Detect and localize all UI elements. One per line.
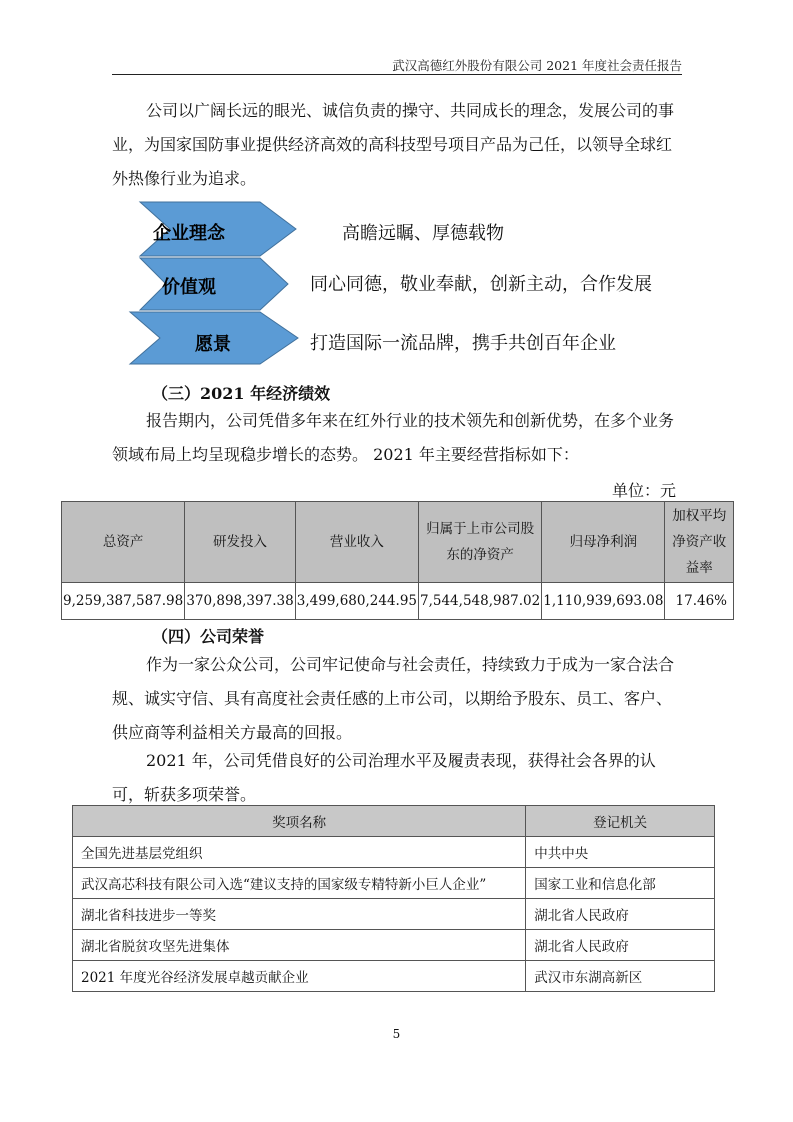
award-authority: 湖北省人民政府 (526, 899, 715, 930)
table-row (73, 868, 715, 899)
financial-header-row (62, 502, 734, 583)
value-net-assets: 7,544,548,987.02 (419, 583, 542, 620)
section4-paragraph-2: 2021 年，公司凭借良好的公司治理水平及履责表现，获得社会各界的认可，斩获多项荣誉。 (112, 751, 656, 804)
award-authority: 湖北省人民政府 (526, 930, 715, 961)
award-authority: 中共中央 (526, 837, 715, 868)
award-name: 湖北省科技进步一等奖 (73, 899, 526, 930)
header-net-profit: 归母净利润 (542, 502, 665, 583)
value-rnd: 370,898,397.38 (185, 583, 296, 620)
award-name: 2021 年度光谷经济发展卓越贡献企业 (73, 961, 526, 992)
table-row (73, 930, 715, 961)
header-rnd: 研发投入 (185, 502, 296, 583)
award-name: 武汉高芯科技有限公司入选“建议支持的国家级专精特新小巨人企业” (73, 868, 526, 899)
section3-paragraph: 报告期内，公司凭借多年来在红外行业的技术领先和创新优势，在多个业务领域布局上均呈现稳步增长的态势。 2021 年主要经营指标如下： (112, 411, 675, 464)
page-number: 5 (392, 1027, 401, 1041)
value-label-values: 价值观 (162, 277, 216, 298)
report-header: 武汉高德红外股份有限公司 2021 年度社会责任报告 (392, 58, 682, 73)
value-label-vision: 愿景 (195, 334, 231, 355)
value-label-philosophy: 企业理念 (153, 223, 225, 244)
value-text-values: 同心同德，敬业奉献，创新主动，合作发展 (310, 274, 652, 295)
value-text-vision: 打造国际一流品牌，携手共创百年企业 (310, 333, 616, 354)
value-revenue: 3,499,680,244.95 (295, 583, 418, 620)
table-row (73, 899, 715, 930)
intro-paragraph: 公司以广阔长远的眼光、诚信负责的操守、共同成长的理念，发展公司的事业，为国家国防事业提供经济高效的高科技型号项目产品为己任，以领导全球红外热像行业为追求。 (112, 101, 675, 188)
financial-data-row (62, 583, 734, 620)
unit-label: 单位：元 (612, 481, 677, 500)
table-row (73, 837, 715, 868)
header-revenue: 营业收入 (295, 502, 418, 583)
award-name: 全国先进基层党组织 (73, 837, 526, 868)
section4-title: （四）公司荣誉 (152, 627, 265, 646)
header-net-assets: 归属于上市公司股东的净资产 (419, 502, 542, 583)
honors-header-row (73, 806, 715, 837)
award-name: 湖北省脱贫攻坚先进集体 (73, 930, 526, 961)
value-text-philosophy: 高瞻远瞩、厚德载物 (342, 223, 504, 244)
header-divider (112, 74, 682, 75)
value-roe: 17.46% (665, 583, 734, 620)
section3-title: （三）2021 年经济绩效 (152, 384, 331, 403)
honors-table (72, 805, 715, 992)
header-total-assets: 总资产 (62, 502, 185, 583)
value-net-profit: 1,110,939,693.08 (542, 583, 665, 620)
award-authority: 武汉市东湖高新区 (526, 961, 715, 992)
header-authority: 登记机关 (526, 806, 715, 837)
financial-table (61, 501, 734, 620)
value-total-assets: 9,259,387,587.98 (62, 583, 185, 620)
header-roe: 加权平均净资产收益率 (665, 502, 734, 583)
award-authority: 国家工业和信息化部 (526, 868, 715, 899)
header-award-name: 奖项名称 (73, 806, 526, 837)
table-row (73, 961, 715, 992)
section4-paragraph-1: 作为一家公众公司，公司牢记使命与社会责任，持续致力于成为一家合法合规、诚实守信、具有高度社会责任感的上市公司，以期给予股东、员工、客户、供应商等利益相关方最高的回报。 (112, 655, 675, 742)
